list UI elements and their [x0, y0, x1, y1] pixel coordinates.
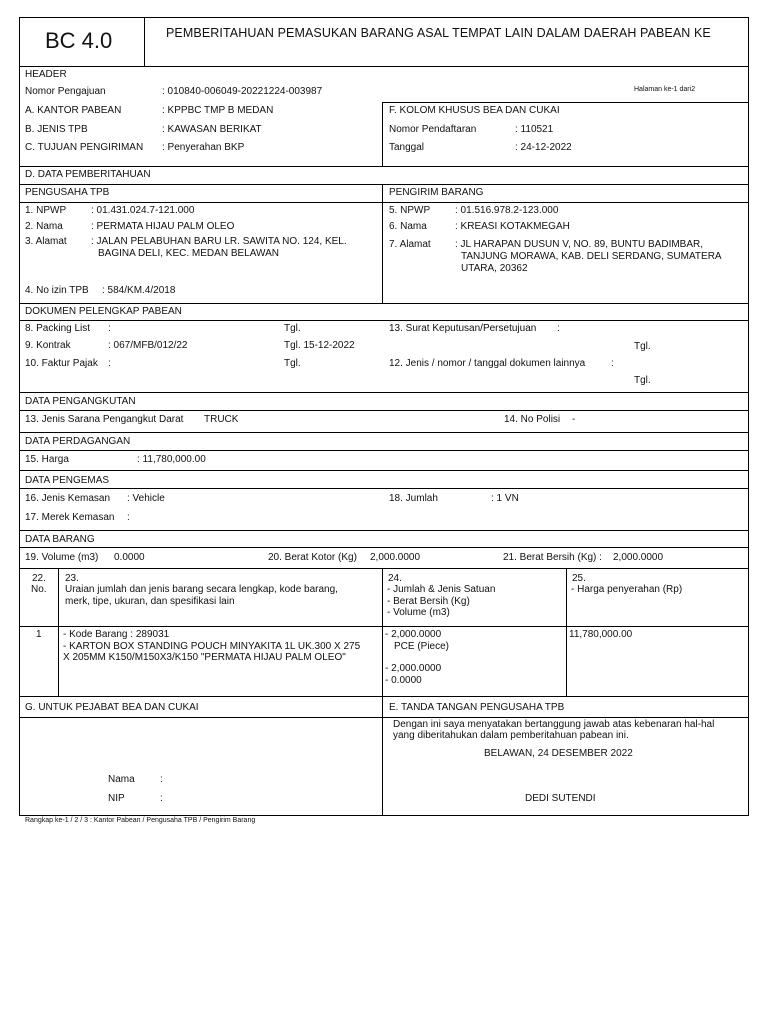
tujuan-value: : Penyerahan BKP	[162, 142, 245, 153]
item-description-line2: X 205MM K150/M150X3/K150 "PERMATA HIJAU PALM OLEO"	[63, 652, 346, 663]
alamat7-line2: TANJUNG MORAWA, KAB. DELI SERDANG, SUMATERA	[461, 251, 722, 262]
packing-tgl: Tgl.	[284, 323, 301, 334]
polisi-value: -	[572, 414, 576, 425]
tanggal-value: : 24-12-2022	[515, 142, 572, 153]
lainnya-value: :	[611, 358, 614, 369]
col24-heading-line1: - Jumlah & Jenis Satuan	[387, 584, 496, 595]
section-pengemas: DATA PENGEMAS	[25, 475, 110, 486]
nama2-value: : PERMATA HIJAU PALM OLEO	[91, 221, 235, 232]
divider	[19, 66, 749, 67]
npwp5-value: : 01.516.978.2-123.000	[455, 205, 559, 216]
tanggal-label: Tanggal	[389, 142, 425, 153]
divider	[566, 568, 567, 696]
alamat7-line1: : JL HARAPAN DUSUN V, NO. 89, BUNTU BADIMBAR,	[455, 239, 704, 250]
lainnya-label: 12. Jenis / nomor / tanggal dokumen lainnya	[389, 358, 586, 369]
divider	[19, 202, 749, 203]
berat-kotor-value: 2,000.0000	[370, 552, 421, 563]
jumlah-label: 18. Jumlah	[389, 493, 438, 504]
item-jumlah: - 2,000.0000	[385, 629, 442, 640]
alamat7-line3: UTARA, 20362	[461, 263, 528, 274]
nip-value: :	[160, 793, 163, 804]
signer-name: DEDI SUTENDI	[525, 793, 596, 804]
divider	[382, 102, 749, 103]
alamat3-line1: : JALAN PELABUHAN BARU LR. SAWITA NO. 124, KEL.	[91, 236, 347, 247]
jenis-tpb-label: B. JENIS TPB	[25, 124, 88, 135]
alamat3-line2: BAGINA DELI, KEC. MEDAN BELAWAN	[98, 248, 279, 259]
kemasan-label: 16. Jenis Kemasan	[25, 493, 111, 504]
npwp1-value: : 01.431.024.7-121.000	[91, 205, 195, 216]
tujuan-label: C. TUJUAN PENGIRIMAN	[25, 142, 144, 153]
statement-line1: Dengan ini saya menyatakan bertanggung jawab atas kebenaran hal-hal	[393, 719, 715, 730]
packing-label: 8. Packing List	[25, 323, 91, 334]
section-perdagangan: DATA PERDAGANGAN	[25, 436, 131, 447]
kantor-pabean-value: : KPPBC TMP B MEDAN	[162, 105, 274, 116]
item-kode: - Kode Barang : 289031	[63, 629, 170, 640]
divider	[19, 184, 749, 185]
divider	[19, 166, 749, 167]
divider	[19, 568, 749, 569]
divider	[382, 568, 383, 696]
faktur-label: 10. Faktur Pajak	[25, 358, 98, 369]
place-date: BELAWAN, 24 DESEMBER 2022	[484, 748, 633, 759]
tanda-tangan-heading: E. TANDA TANGAN PENGUSAHA TPB	[389, 702, 565, 713]
kontrak-tgl: Tgl. 15-12-2022	[284, 340, 355, 351]
sarana-label: 13. Jenis Sarana Pengangkut Darat	[25, 414, 184, 425]
nama6-value: : KREASI KOTAKMEGAH	[455, 221, 570, 232]
col23-number: 23.	[65, 573, 79, 584]
divider	[19, 717, 749, 718]
col22-heading: No.	[31, 584, 47, 595]
item-number: 1	[36, 629, 42, 640]
col24-heading-line2: - Berat Bersih (Kg)	[387, 596, 470, 607]
surat-label: 13. Surat Keputusan/Persetujuan	[389, 323, 537, 334]
nama-label: Nama	[108, 774, 135, 785]
divider	[19, 696, 749, 697]
col25-heading: - Harga penyerahan (Rp)	[571, 584, 683, 595]
statement-line2: yang diberitahukan dalam pemberitahuan pabean ini.	[393, 730, 629, 741]
berat-kotor-label: 20. Berat Kotor (Kg)	[268, 552, 357, 563]
divider	[58, 568, 59, 696]
jenis-tpb-value: : KAWASAN BERIKAT	[162, 124, 262, 135]
divider	[19, 470, 749, 471]
merek-label: 17. Merek Kemasan	[25, 512, 115, 523]
volume-label: 19. Volume (m3)	[25, 552, 99, 563]
npwp1-label: 1. NPWP	[25, 205, 67, 216]
item-volume: - 0.0000	[385, 675, 422, 686]
faktur-tgl: Tgl.	[284, 358, 301, 369]
item-description-line1: - KARTON BOX STANDING POUCH MINYAKITA 1L UK.300 X 275	[63, 641, 361, 652]
berat-bersih-value: 2,000.0000	[613, 552, 664, 563]
nomor-pengajuan-label: Nomor Pengajuan	[25, 86, 106, 97]
divider	[382, 184, 383, 303]
col23-heading-line1: Uraian jumlah dan jenis barang secara lengkap, kode barang,	[65, 584, 338, 595]
lainnya-tgl: Tgl.	[634, 375, 651, 386]
divider	[19, 488, 749, 489]
pejabat-heading: G. UNTUK PEJABAT BEA DAN CUKAI	[25, 702, 199, 713]
nomor-pendaftaran-value: : 110521	[515, 124, 554, 135]
faktur-value: :	[108, 358, 111, 369]
divider	[19, 626, 749, 627]
npwp5-label: 5. NPWP	[389, 205, 431, 216]
pengirim-heading: PENGIRIM BARANG	[389, 187, 484, 198]
rangkap-note: Rangkap ke-1 / 2 / 3 : Kantor Pabean / Pengusaha TPB / Pengirim Barang	[25, 817, 256, 824]
polisi-label: 14. No Polisi	[504, 414, 561, 425]
divider	[19, 547, 749, 548]
divider	[19, 320, 749, 321]
divider	[382, 696, 383, 816]
izin-tpb-label: 4. No izin TPB	[25, 285, 89, 296]
divider	[19, 530, 749, 531]
jumlah-value: : 1 VN	[491, 493, 519, 504]
col24-number: 24.	[388, 573, 402, 584]
divider	[382, 102, 383, 166]
harga-label: 15. Harga	[25, 454, 69, 465]
kontrak-label: 9. Kontrak	[25, 340, 71, 351]
col22-number: 22.	[32, 573, 46, 584]
harga-value: : 11,780,000.00	[137, 454, 206, 465]
pengusaha-heading: PENGUSAHA TPB	[25, 187, 110, 198]
nama6-label: 6. Nama	[389, 221, 427, 232]
col24-heading-line3: - Volume (m3)	[387, 607, 450, 618]
bea-cukai-heading: F. KOLOM KHUSUS BEA DAN CUKAI	[389, 105, 560, 116]
volume-value: 0.0000	[114, 552, 145, 563]
section-pemberitahuan: D. DATA PEMBERITAHUAN	[25, 169, 151, 180]
alamat7-label: 7. Alamat	[389, 239, 431, 250]
item-harga: 11,780,000.00	[569, 629, 633, 640]
divider	[144, 17, 145, 66]
section-pengangkutan: DATA PENGANGKUTAN	[25, 396, 136, 407]
surat-tgl: Tgl.	[634, 341, 651, 352]
page-indicator: Halaman ke-1 dari2	[634, 86, 696, 93]
divider	[19, 432, 749, 433]
section-barang: DATA BARANG	[25, 534, 95, 545]
kantor-pabean-label: A. KANTOR PABEAN	[25, 105, 122, 116]
divider	[19, 450, 749, 451]
section-header: HEADER	[25, 69, 67, 80]
form-title: PEMBERITAHUAN PEMASUKAN BARANG ASAL TEMPAT LAIN DALAM DAERAH PABEAN KE	[166, 26, 711, 40]
col23-heading-line2: merk, tipe, ukuran, dan spesifikasi lain	[65, 596, 235, 607]
surat-value: :	[557, 323, 560, 334]
col25-number: 25.	[572, 573, 586, 584]
nip-label: NIP	[108, 793, 125, 804]
berat-bersih-label: 21. Berat Bersih (Kg) :	[503, 552, 602, 563]
alamat3-label: 3. Alamat	[25, 236, 67, 247]
nomor-pendaftaran-label: Nomor Pendaftaran	[389, 124, 477, 135]
nomor-pengajuan-value: : 010840-006049-20221224-003987	[162, 86, 323, 97]
divider	[19, 392, 749, 393]
kontrak-value: : 067/MFB/012/22	[108, 340, 188, 351]
nama-value: :	[160, 774, 163, 785]
section-dokumen: DOKUMEN PELENGKAP PABEAN	[25, 306, 182, 317]
sarana-value: TRUCK	[204, 414, 239, 425]
packing-value: :	[108, 323, 111, 334]
divider	[19, 410, 749, 411]
merek-value: :	[127, 512, 130, 523]
kemasan-value: : Vehicle	[127, 493, 165, 504]
nama2-label: 2. Nama	[25, 221, 63, 232]
item-berat: - 2,000.0000	[385, 663, 442, 674]
divider	[19, 303, 749, 304]
izin-tpb-value: : 584/KM.4/2018	[102, 285, 176, 296]
form-code: BC 4.0	[45, 28, 113, 53]
item-satuan: PCE (Piece)	[394, 641, 450, 652]
